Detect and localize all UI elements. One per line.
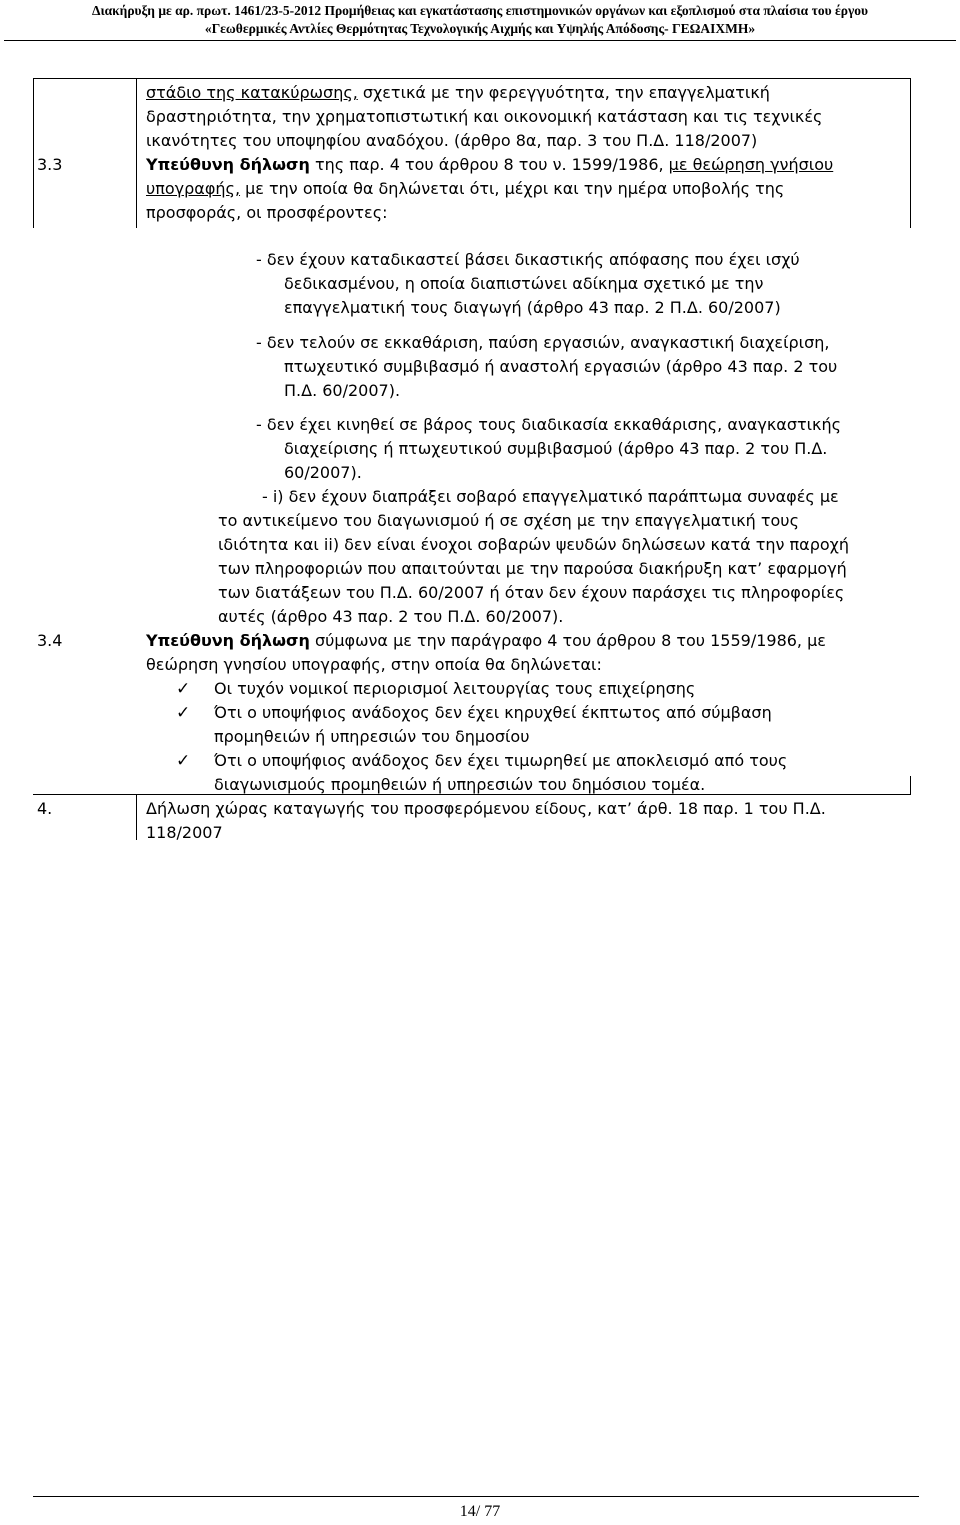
section-3-3-line-1: Υπεύθυνη δήλωση της παρ. 4 του άρθρου 8 του ν. 1599/1986, με θεώρηση γνήσιου	[146, 155, 834, 174]
list-item-line: των πληροφοριών που απαιτούνται με την παρούσα διακήρυξη κατ’ εφαρμογή	[218, 559, 847, 578]
document-header-line-1: Διακήρυξη με αρ. πρωτ. 1461/23-5-2012 Προμήθειας και εγκατάστασης επιστημονικών οργάνων και εξοπλισμού στα πλαίσια του έργου	[91, 3, 869, 18]
list-item-line: διαχείρισης ή πτωχευτικού συμβιβασμού (άρθρο 43 παρ. 2 του Π.Δ.	[284, 439, 828, 458]
section-3-3-line-2: υπογραφής, με την οποία θα δηλώνεται ότι, μέχρι και την ημέρα υποβολής της	[146, 179, 785, 198]
prev-section-line-1: στάδιο της κατακύρωσης, σχετικά με την φερεγγυότητα, την επαγγελματική	[146, 83, 770, 102]
section-3-4-line-1: Υπεύθυνη δήλωση σύμφωνα με την παράγραφο 4 του άρθρου 8 του 1559/1986, με	[146, 631, 826, 650]
checkmark-icon: ✓	[176, 703, 191, 723]
checklist-item-line: Ότι ο υποψήφιος ανάδοχος δεν έχει τιμωρηθεί με αποκλεισμό από τους	[214, 751, 788, 770]
list-item-line: 60/2007).	[284, 463, 362, 482]
list-item-line: δεδικασμένου, η οποία διαπιστώνει αδίκημα σχετικό με την	[284, 274, 764, 293]
checklist-item-line: διαγωνισμούς προμηθειών ή υπηρεσιών του δημόσιου τομέα.	[214, 775, 706, 794]
list-item-line: ιδιότητα και ii) δεν είναι ένοχοι σοβαρών ψευδών δηλώσεων κατά την παροχή	[218, 535, 850, 554]
list-item-line: - δεν τελούν σε εκκαθάριση, παύση εργασιών, αναγκαστική διαχείριση,	[256, 333, 830, 352]
document-header-line-2: «Γεωθερμικές Αντλίες Θερμότητας Τεχνολογικής Αιχμής και Υψηλής Απόδοσης- ΓΕΩΑΙΧΜΗ»	[204, 21, 756, 36]
checklist-item-line: προμηθειών ή υπηρεσιών του δημοσίου	[214, 727, 530, 746]
list-item-line: των διατάξεων του Π.Δ. 60/2007 ή όταν δεν έχουν παράσχει τις πληροφορίες	[218, 583, 845, 602]
table-left-border	[33, 78, 34, 228]
section-4-line-2: 118/2007	[146, 823, 223, 842]
checkmark-icon: ✓	[176, 751, 191, 771]
header-rule	[4, 40, 956, 41]
section-4-line-1: Δήλωση χώρας καταγωγής του προσφερόμενου είδους, κατ’ άρθ. 18 παρ. 1 του Π.Δ.	[146, 799, 826, 818]
list-item-line: - δεν έχουν καταδικαστεί βάσει δικαστικής απόφασης που έχει ισχύ	[256, 250, 800, 269]
section-number-3-3: 3.3	[37, 155, 63, 174]
list-item-line: πτωχευτικό συμβιβασμό ή αναστολή εργασιών (άρθρο 43 παρ. 2 του	[284, 357, 838, 376]
table-right-border	[910, 78, 911, 228]
checkmark-icon: ✓	[176, 679, 191, 699]
prev-section-line-3: ικανότητες του υποψηφίου αναδόχου. (άρθρο 8α, παρ. 3 του Π.Δ. 118/2007)	[146, 131, 758, 150]
list-item-line: αυτές (άρθρο 43 παρ. 2 του Π.Δ. 60/2007).	[218, 607, 564, 626]
section-3-3-line-3: προσφοράς, οι προσφέροντες:	[146, 203, 388, 222]
list-item-line: Π.Δ. 60/2007).	[284, 381, 401, 400]
list-item-line: - i) δεν έχουν διαπράξει σοβαρό επαγγελματικό παράπτωμα συναφές με	[262, 487, 839, 506]
prev-section-line-2: δραστηριότητα, την χρηματοπιστωτική και οικονομική κατάσταση και τις τεχνικές	[146, 107, 823, 126]
table-column-divider	[136, 78, 137, 228]
table-column-divider-lower	[136, 794, 137, 840]
section-number-3-4: 3.4	[37, 631, 63, 650]
section-number-4: 4.	[37, 799, 53, 818]
list-item-line: το αντικείμενο του διαγωνισμού ή σε σχέση με την επαγγελματική τους	[218, 511, 799, 530]
table-top-border	[33, 78, 911, 79]
page-number: 14/ 77	[459, 1503, 501, 1520]
checklist-item-line: Ότι ο υποψήφιος ανάδοχος δεν έχει κηρυχθεί έκπτωτος από σύμβαση	[214, 703, 772, 722]
section-3-4-line-2: θεώρηση γνησίου υπογραφής, στην οποία θα δηλώνεται:	[146, 655, 602, 674]
list-item-line: επαγγελματική τους διαγωγή (άρθρο 43 παρ. 2 Π.Δ. 60/2007)	[284, 298, 781, 317]
footer-rule	[33, 1496, 919, 1497]
checklist-item-line: Οι τυχόν νομικοί περιορισμοί λειτουργίας τους επιχείρησης	[214, 679, 696, 698]
table-right-border-lower	[910, 776, 911, 794]
list-item-line: - δεν έχει κινηθεί σε βάρος τους διαδικασία εκκαθάρισης, αναγκαστικής	[256, 415, 841, 434]
